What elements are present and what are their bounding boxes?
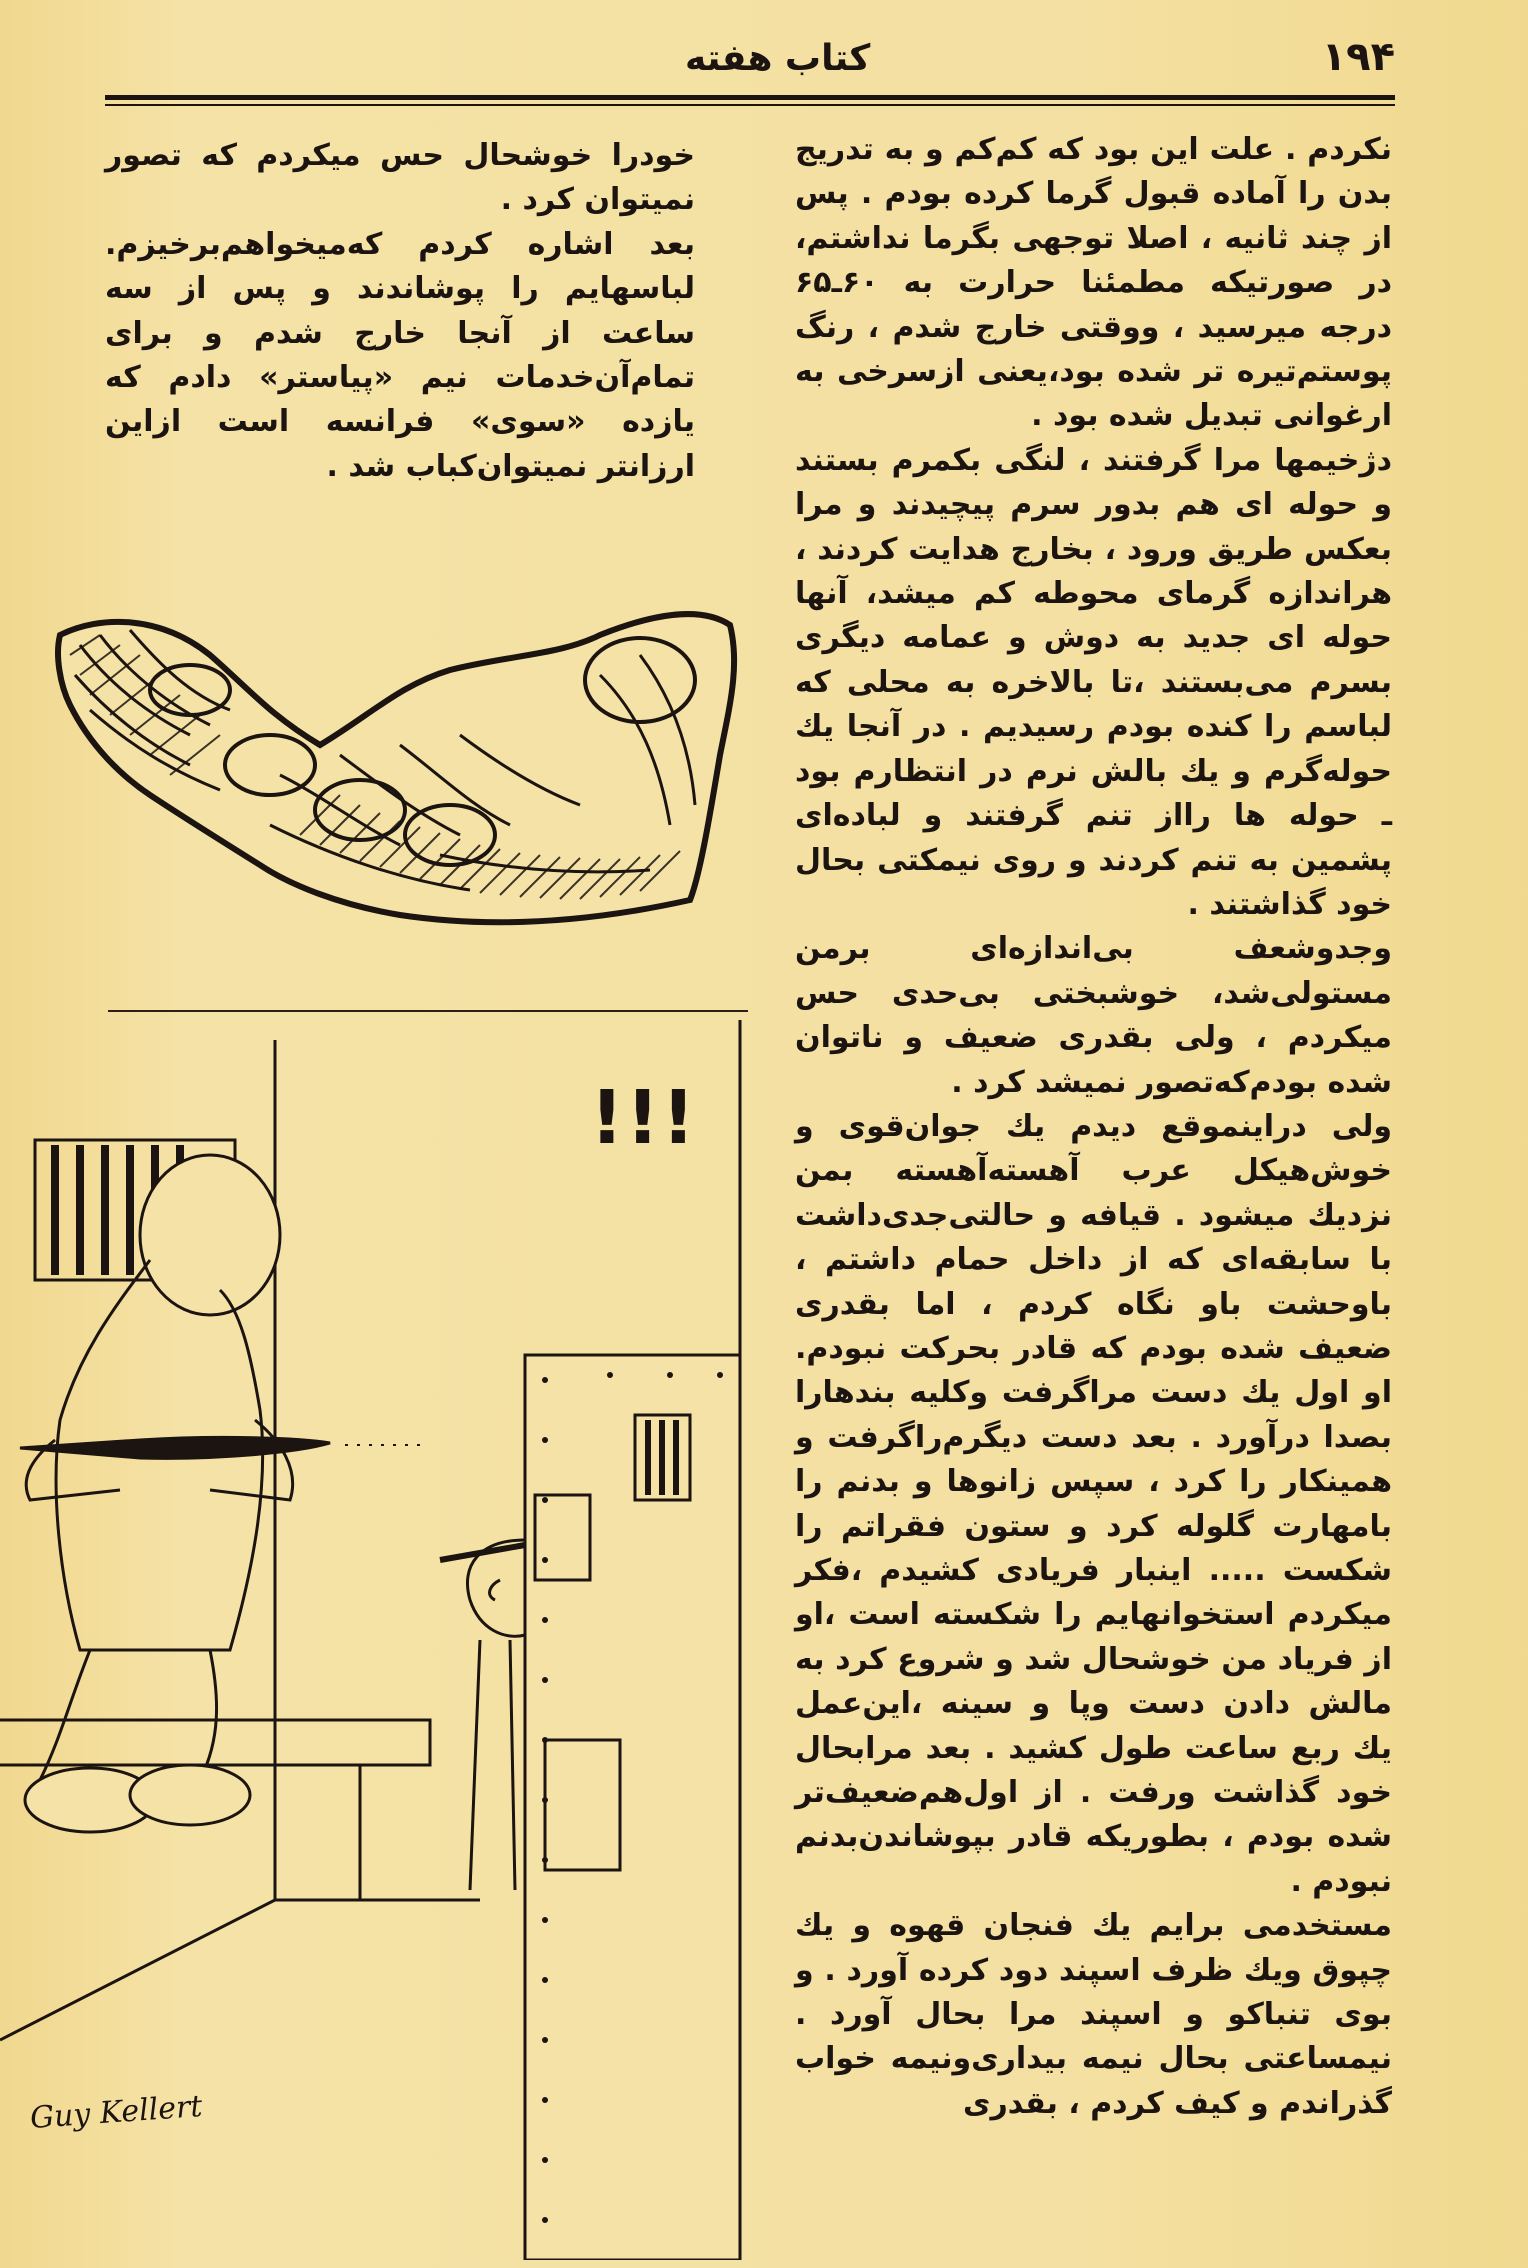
paragraph: نکردم . علت این بود که کم‌کم و به تدریج بدن را آماده قبول گرما کرده بودم . پس از چند ثانیه ، اصلا توجهی بگرما نداشتم، در صورتیکه مطمئنا حرارت به ۶۰ـ۶۵ درجه میرسید ، ووقتی خارج شدم ، رنگ پوستم‌تیره تر شده بود،یعنی ازسرخی به ارغوانی تبدیل شده بود .: [795, 132, 1392, 434]
paragraph: دژخیمها مرا گرفتند ، لنگی بکمرم بستند و حوله ای هم بدور سرم پیچیدند و مرا بعکس طریق ورود ، بخارج هدایت کردند ، هراندازه گرمای محوطه کم میشد، آنها حوله ای جدید به دوش و عمامه دیگری بسرم می‌بستند ،تا بالاخره به محلی که لباسم را کنده بودم رسیدیم . در آنجا یك حوله‌گرم و یك بالش نرم در انتظارم بود ـ حوله ها رااز تنم گرفتند و لباده‌ای پشمین به تنم کردند و روی نیمکتی بحال خود گذاشتند .: [795, 442, 1392, 922]
section-divider: [108, 1010, 748, 1012]
paragraph: مستخدمی برایم یك فنجان قهوه و یك چپوق ویك ظرف اسپند دود کرده آورد . و بوی تنباکو و اسپند مرا بحال آورد . نیمساعتی بحال نیمه بیداری‌ونیمه خواب گذراندم و کیف کردم ، بقدری: [795, 1908, 1392, 2121]
paragraph: بعد اشاره کردم که‌میخواهم‌برخیزم. لباسهایم را پوشاندند و پس از سه ساعت از آنجا خارج شدم و برای تمام‌آن‌خدمات نیم «پیاستر» دادم که یازده «سوی» فرانسه است ازاین ارزانتر نمیتوان‌کباب شد .: [105, 226, 695, 484]
paragraph: خودرا خوشحال حس میکردم که تصور نمیتوان کرد .: [105, 138, 695, 218]
page-number: ۱۹۴: [1321, 34, 1395, 80]
cartoon-exclamation: !!!: [590, 1075, 698, 1161]
artist-signature: Guy Kellert: [28, 2089, 204, 2136]
header-rule-thin: [105, 104, 1395, 106]
open-hand-illustration: [40, 595, 750, 940]
right-text-column: [795, 128, 1392, 2168]
running-title: کتاب هفته: [685, 38, 871, 79]
paragraph: ولی دراینموقع دیدم یك جوان‌قوی و خوش‌هیکل عرب آهسته‌آهسته بمن نزدیك میشود . قیافه و حالتی‌جدی‌داشت با سابقه‌ای که از داخل حمام داشتم ، باوحشت باو نگاه کردم ، اما بقدری ضعیف شده بودم که قادر بحرکت نبودم. او اول یك دست مراگرفت وکلیه بندهارا بصدا درآورد . بعد دست دیگرم‌راگرفت و همینکار را کرد ، سپس زانوها و بدنم را بامهارت گلوله کرد و ستون فقراتم را شکست ..... اینبار فریادی کشیدم ،فکر میکردم استخوانهایم را شکسته است ،او از فریاد من خوشحال شد و شروع کرد به مالش دادن دست وپا و سینه ،این‌عمل یك ربع ساعت طول کشید . بعد مرابحال خود گذاشت ورفت . از اول‌هم‌ضعیف‌تر شده بودم ، بطوریکه قادر بپوشاندن‌بدنم نبودم .: [795, 1108, 1392, 1899]
bathhouse-cartoon: [0, 1020, 755, 2260]
left-text-column: [105, 134, 695, 494]
header-rule-thick: [105, 95, 1395, 100]
page-header: [105, 32, 1395, 102]
paragraph: وجدوشعف بی‌اندازه‌ای برمن مستولی‌شد، خوشبختی بی‌حدی حس میکردم ، ولی بقدری ضعیف و ناتوان شده بودم‌که‌تصور نمیشد کرد .: [795, 931, 1392, 1100]
